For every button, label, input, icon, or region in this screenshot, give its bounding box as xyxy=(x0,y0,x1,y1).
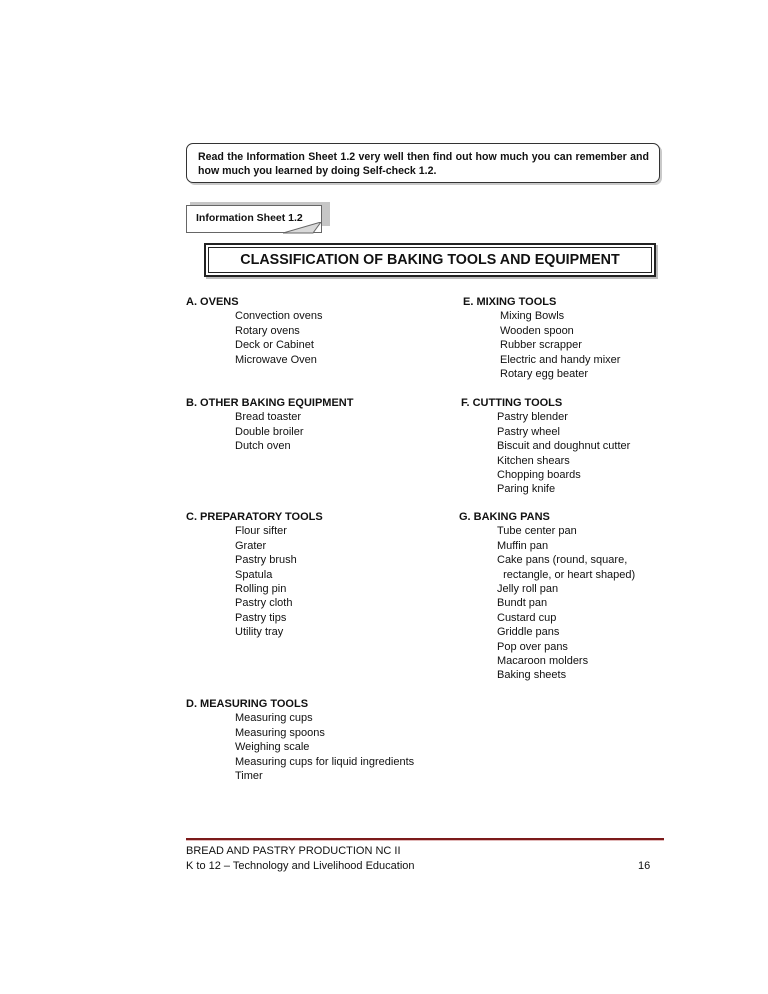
section-baking-pans xyxy=(459,510,635,683)
list-item: Wooden spoon xyxy=(500,324,574,337)
section-ovens xyxy=(186,295,322,367)
list-item: Timer xyxy=(235,770,263,783)
list-item: Macaroon molders xyxy=(497,655,589,668)
list-item: Measuring spoons xyxy=(235,726,325,739)
instruction-text: Read the Information Sheet 1.2 very well then find out how much you can remember and how much you learned by doing Self-check 1.2. xyxy=(198,151,649,177)
section-cutting-tools xyxy=(461,396,630,497)
list-item: Microwave Oven xyxy=(235,353,317,366)
list-item: Pastry wheel xyxy=(497,425,560,438)
section-heading: F. CUTTING TOOLS xyxy=(461,397,563,409)
footer-program-name: K to 12 – Technology and Livelihood Education xyxy=(186,860,415,872)
section-heading: G. BAKING PANS xyxy=(459,511,550,523)
section-heading: D. MEASURING TOOLS xyxy=(186,698,309,710)
list-item: Convection ovens xyxy=(235,310,323,323)
list-item: Biscuit and doughnut cutter xyxy=(497,440,631,453)
list-item: Jelly roll pan xyxy=(497,583,559,596)
list-item: Spatula xyxy=(235,568,273,581)
list-item: Muffin pan xyxy=(497,539,549,552)
page-fold-icon xyxy=(283,222,323,234)
section-preparatory-tools xyxy=(186,510,323,640)
list-item: Bread toaster xyxy=(235,411,302,424)
list-item: Chopping boards xyxy=(497,469,581,482)
list-item: Bundt pan xyxy=(497,597,548,610)
section-heading: E. MIXING TOOLS xyxy=(463,296,557,308)
information-sheet-label: Information Sheet 1.2 xyxy=(196,212,303,224)
item-list xyxy=(500,309,620,381)
list-item: Pastry cloth xyxy=(235,597,293,610)
section-other-baking-equipment xyxy=(186,396,353,454)
list-item: Measuring cups xyxy=(235,712,313,725)
list-item: Deck or Cabinet xyxy=(235,339,314,352)
list-item: Rubber scrapper xyxy=(500,339,582,352)
list-item: Pastry brush xyxy=(235,554,297,567)
list-item: Baking sheets xyxy=(497,669,567,682)
list-item: Measuring cups for liquid ingredients xyxy=(235,755,415,768)
list-item: Rotary ovens xyxy=(235,324,300,337)
list-item: Pastry tips xyxy=(235,611,287,624)
list-item: Rotary egg beater xyxy=(500,368,589,381)
page-title: CLASSIFICATION OF BAKING TOOLS AND EQUIPMENT xyxy=(208,247,652,273)
item-list xyxy=(497,410,630,496)
list-item: Mixing Bowls xyxy=(500,310,565,323)
section-heading: C. PREPARATORY TOOLS xyxy=(186,511,323,523)
list-item: Flour sifter xyxy=(235,525,287,538)
item-list xyxy=(235,711,414,783)
title-frame xyxy=(204,243,656,277)
section-mixing-tools xyxy=(463,295,620,381)
section-heading: B. OTHER BAKING EQUIPMENT xyxy=(186,397,354,409)
list-item: Pastry blender xyxy=(497,411,568,424)
list-item: Weighing scale xyxy=(235,741,310,754)
list-item: Tube center pan xyxy=(497,525,577,538)
section-heading: A. OVENS xyxy=(186,296,239,308)
list-item: Double broiler xyxy=(235,425,304,438)
section-measuring-tools xyxy=(186,697,414,783)
item-list xyxy=(235,309,322,367)
footer-rule-highlight xyxy=(186,840,664,841)
list-item: Pop over pans xyxy=(497,640,568,653)
list-item: Grater xyxy=(235,539,267,552)
list-item: rectangle, or heart shaped) xyxy=(497,568,636,581)
information-sheet-tab xyxy=(186,205,326,233)
list-item: Electric and handy mixer xyxy=(500,353,621,366)
item-list xyxy=(235,524,323,639)
list-item: Custard cup xyxy=(497,611,557,624)
list-item: Dutch oven xyxy=(235,440,291,453)
footer-course-title: BREAD AND PASTRY PRODUCTION NC II xyxy=(186,845,401,857)
list-item: Kitchen shears xyxy=(497,454,570,467)
instruction-box xyxy=(186,143,660,183)
page-number: 16 xyxy=(638,860,651,872)
item-list xyxy=(235,410,353,453)
list-item: Utility tray xyxy=(235,626,284,639)
list-item: Rolling pin xyxy=(235,583,287,596)
item-list xyxy=(497,524,635,682)
list-item: Cake pans (round, square, xyxy=(497,554,628,567)
list-item: Griddle pans xyxy=(497,626,560,639)
list-item: Paring knife xyxy=(497,483,556,496)
